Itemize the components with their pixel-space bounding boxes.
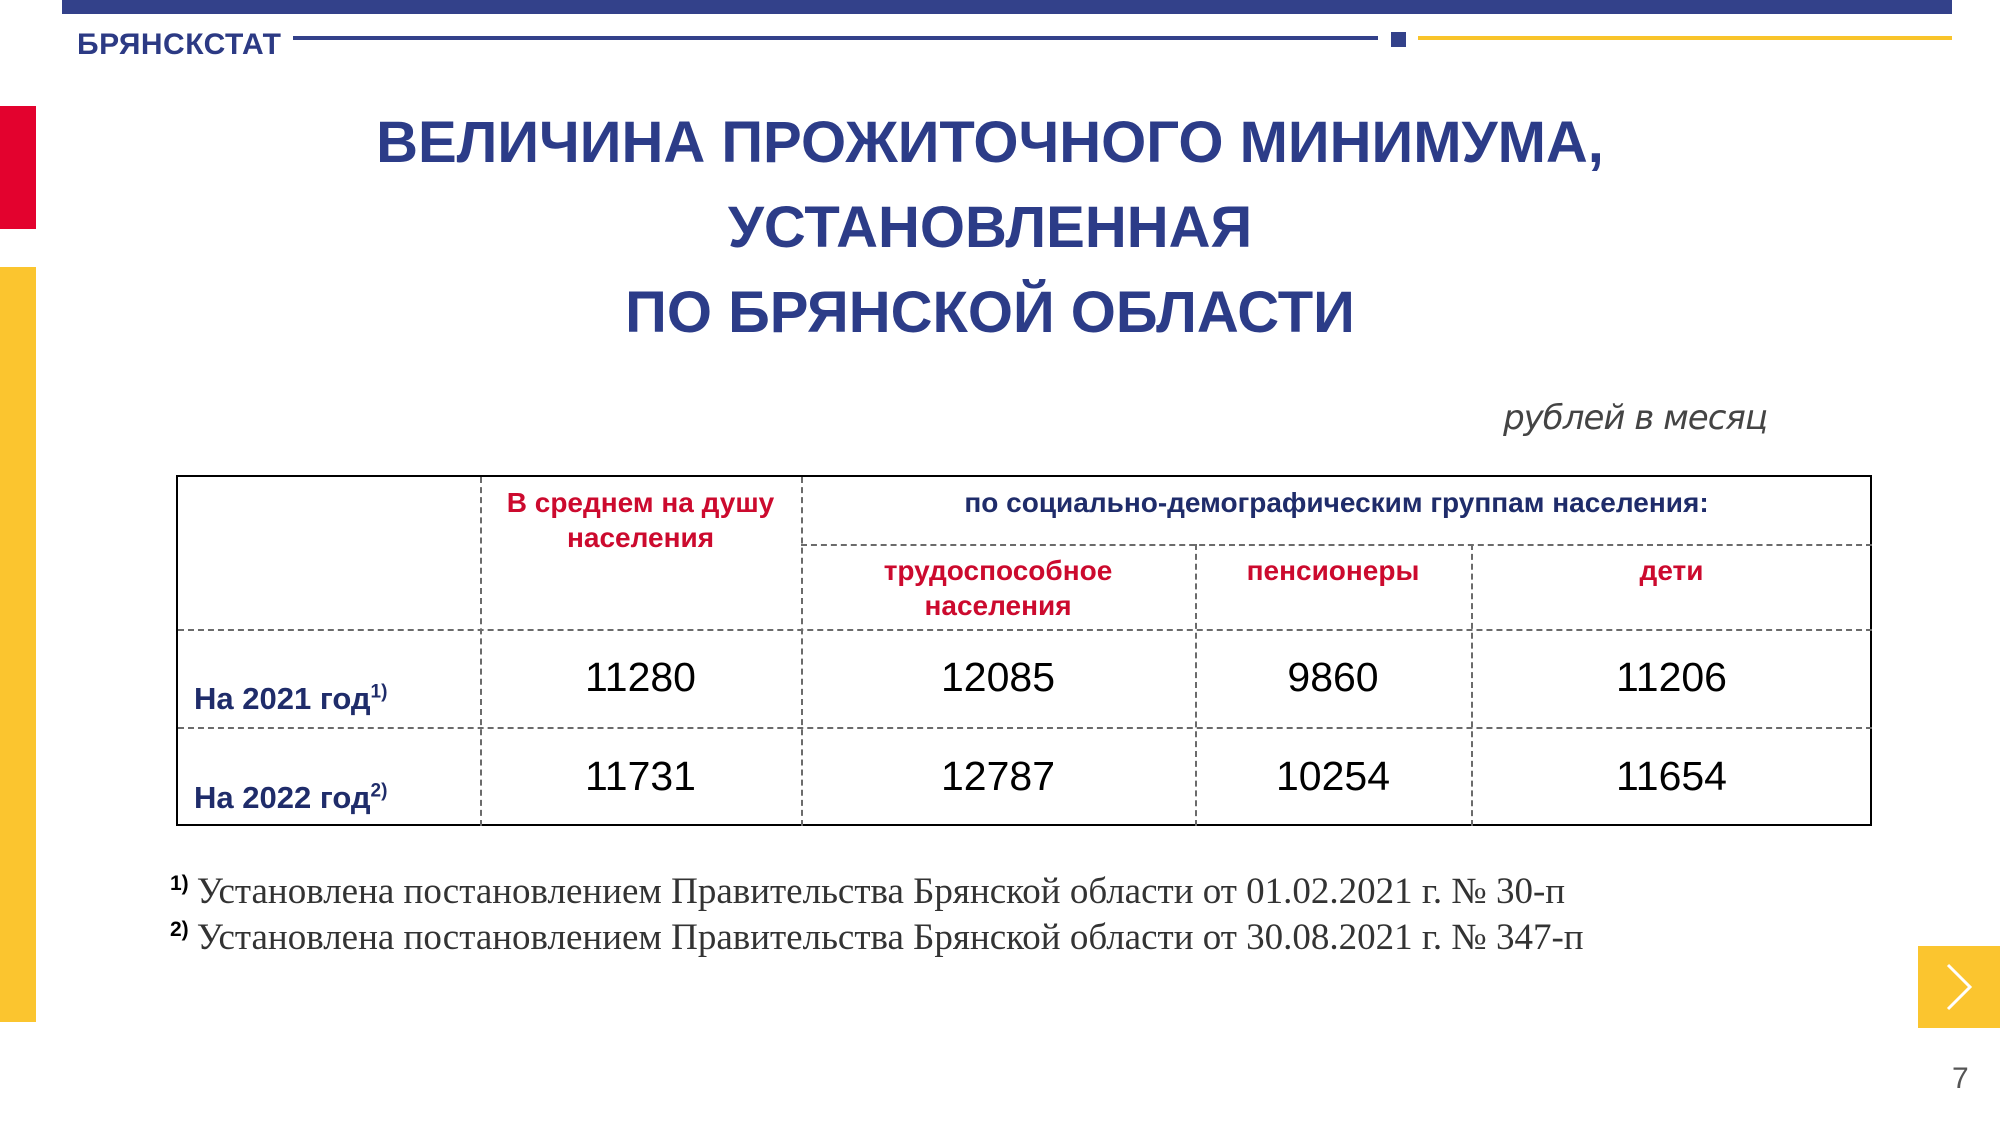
top-bar: [62, 0, 1952, 14]
table-divider: [178, 727, 1872, 729]
value-working-2021: 12085: [940, 654, 1055, 700]
title-line-3: ПО БРЯНСКОЙ ОБЛАСТИ: [625, 280, 1355, 345]
accent-bar-red: [0, 106, 36, 229]
header-divider-blue: [293, 36, 1378, 40]
footnote-mark: 2): [170, 917, 189, 941]
footnote-mark: 2): [370, 780, 388, 802]
value-average-2022: 11731: [585, 753, 696, 799]
accent-bar-yellow: [0, 267, 36, 1022]
value-children-2021: 11206: [1616, 654, 1727, 700]
title-line-2: УСТАНОВЛЕННАЯ: [727, 195, 1253, 260]
title-line-1: ВЕЛИЧИНА ПРОЖИТОЧНОГО МИНИМУМА,: [376, 110, 1604, 175]
row-label-2022: На 2022 год$^{2)}$: [194, 780, 388, 815]
header-divider-yellow: [1418, 36, 1952, 40]
value-pensioners-2021: 9860: [1287, 654, 1379, 700]
chevron-right-icon: [1939, 961, 1979, 1013]
table-divider: [801, 544, 1872, 546]
value-children-2022: 11654: [1616, 753, 1727, 799]
org-name: БРЯНСКСТАТ: [77, 28, 282, 61]
footnote-mark: 1): [170, 871, 189, 895]
col-header-pensioners: пенсионеры: [1246, 555, 1420, 586]
row-label-2021: На 2021 год$^{1)}$: [194, 681, 388, 716]
value-average-2021: 11280: [585, 654, 696, 700]
header-square-marker: [1391, 32, 1406, 47]
footnote-mark: 1): [370, 681, 388, 703]
value-pensioners-2022: 10254: [1275, 753, 1390, 799]
footnote-1: $^{1)}$ Установлена постановлением Правительства Брянской области от 01.02.2021 г. № 30-п: [170, 871, 1566, 912]
page-title: [190, 100, 1790, 355]
next-slide-button[interactable]: [1918, 946, 2000, 1028]
table-divider: [178, 629, 1872, 631]
page-number: 7: [1952, 1062, 1969, 1095]
value-working-2022: 12787: [940, 753, 1055, 799]
col-header-working: трудоспособное населения: [883, 555, 1113, 621]
units-label: рублей в месяц: [1503, 398, 1767, 438]
col-header-average: В среднем на душу населения: [506, 487, 775, 553]
subsistence-table: [176, 475, 1872, 826]
col-header-group: по социально-демографическим группам населения:: [964, 487, 1709, 518]
footnote-2: $^{2)}$ Установлена постановлением Правительства Брянской области от 30.08.2021 г. № 347-п: [170, 917, 1584, 958]
col-header-children: дети: [1639, 555, 1704, 586]
